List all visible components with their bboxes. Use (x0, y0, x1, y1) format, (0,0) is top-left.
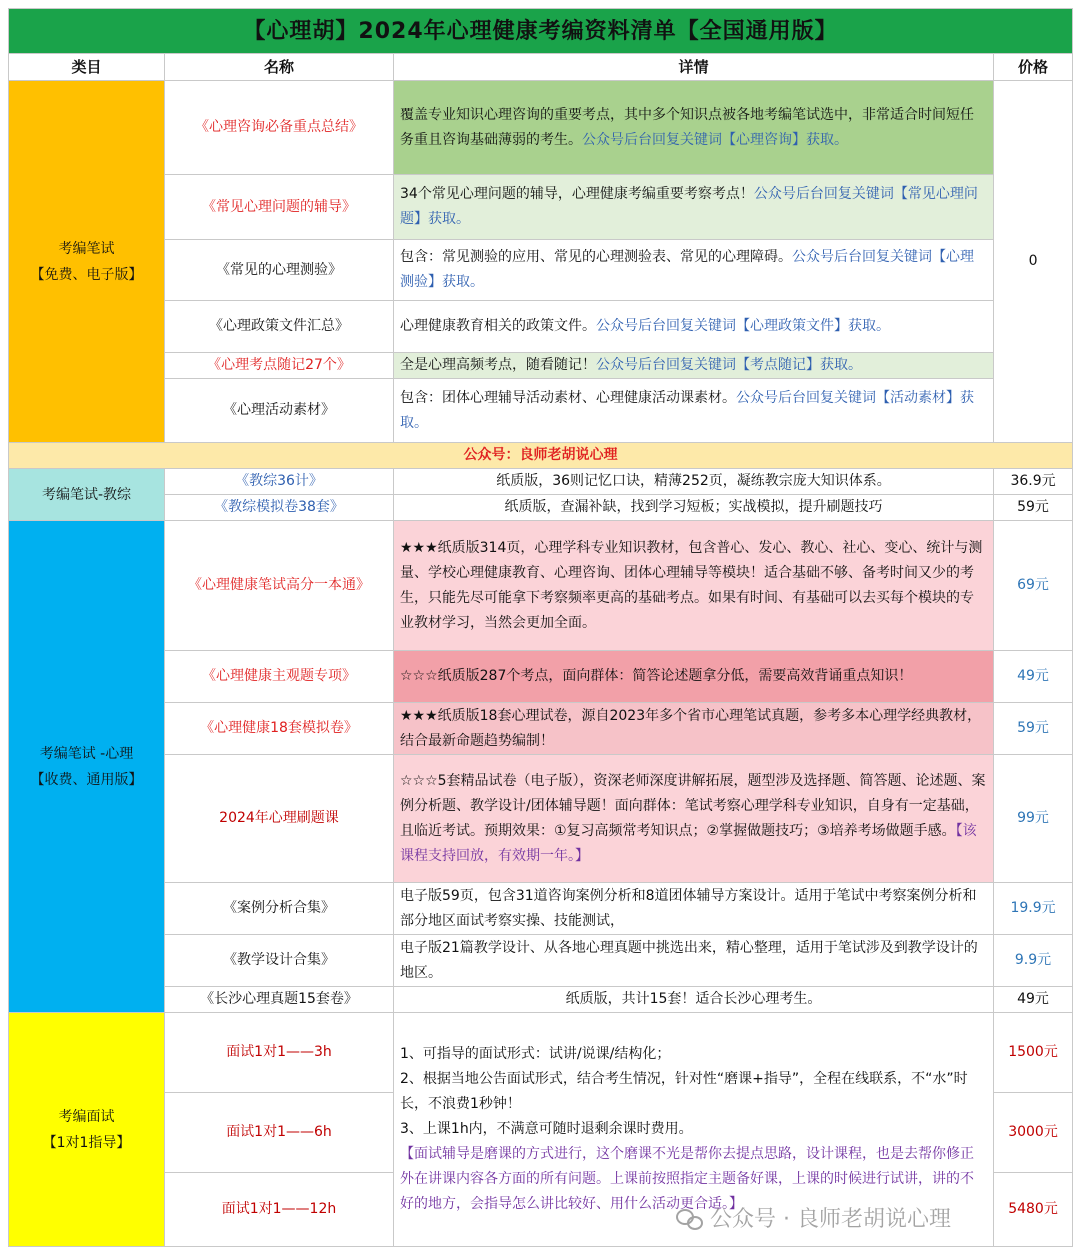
detail-text: 全是心理高频考点，随看随记！ (400, 357, 596, 373)
category-label: 考编笔试 (58, 240, 115, 257)
resource-name[interactable]: 《案例分析合集》 (165, 883, 394, 935)
detail-text: 覆盖专业知识心理咨询的重要考点，其中多个知识点被各地考编笔试选中，非常适合时间短任务重且咨询基础薄弱的考生。 (400, 106, 974, 148)
resource-price: 59元 (994, 495, 1073, 521)
resource-name[interactable]: 面试1对1——12h (165, 1173, 394, 1247)
resource-price: 69元 (994, 521, 1073, 651)
resource-name[interactable]: 《常见的心理测验》 (165, 240, 394, 301)
resource-detail (394, 301, 994, 353)
resource-detail (394, 379, 994, 443)
detail-text: 心理健康教育相关的政策文件。 (400, 318, 596, 334)
resource-detail (394, 755, 994, 883)
resource-price: 99元 (994, 755, 1073, 883)
category-sublabel: 【1对1指导】 (42, 1134, 131, 1151)
resource-name[interactable]: 2024年心理刷题课 (165, 755, 394, 883)
page-title: 【心理胡】2024年心理健康考编资料清单【全国通用版】 (9, 9, 1073, 54)
detail-cta: 【该课程支持回放，有效期一年。】 (400, 822, 977, 864)
resource-price: 9.9元 (994, 935, 1073, 987)
category-paid-psychology (9, 521, 165, 1013)
resource-detail: 纸质版，查漏补缺，找到学习短板；实战模拟，提升刷题技巧 (394, 495, 994, 521)
resource-name[interactable]: 《心理咨询必备重点总结》 (165, 81, 394, 175)
watermark (676, 1202, 951, 1233)
header-price: 价格 (994, 54, 1073, 81)
detail-text: ☆☆☆5套精品试卷（电子版），资深老师深度讲解拓展，题型涉及选择题、简答题、论述题、案例分析题、教学设计/团体辅导题！面向群体：笔试考察心理学科专业知识，自身有一定基础，且临近考试。预期效果：①复习高频常考知识点；②掌握做题技巧；③培养考场做题手感。 (400, 772, 986, 839)
category-label: 考编面试 (58, 1108, 115, 1125)
detail-text: 包含：团体心理辅导活动素材、心理健康活动课素材。 (400, 389, 736, 406)
price-free: 0 (994, 81, 1073, 443)
resource-price: 3000元 (994, 1093, 1073, 1173)
resource-name[interactable]: 《心理健康主观题专项》 (165, 651, 394, 703)
resource-name[interactable]: 《教综模拟卷38套》 (165, 495, 394, 521)
watermark-text: 公众号 · 良师老胡说心理 (710, 1207, 951, 1232)
detail-cta: 公众号后台回复关键词【心理咨询】获取。 (582, 131, 848, 148)
interview-note: 【面试辅导是磨课的方式进行，这个磨课不光是帮你去提点思路，设计课程，也是去帮你修正外在讲课内容各方面的所有问题。上课前按照指定主题备好课，上课的时候进行试讲，讲的不好的地方，会指导怎么讲比较好、用什么活动更合适。】 (400, 1146, 974, 1212)
resource-name[interactable]: 《心理健康笔试高分一本通》 (165, 521, 394, 651)
category-interview (9, 1013, 165, 1247)
resource-detail: ☆☆☆纸质版287个考点，面向群体：简答论述题拿分低，需要高效背诵重点知识！ (394, 651, 994, 703)
category-label: 考编笔试 -心理 (39, 745, 134, 762)
resource-detail (394, 240, 994, 301)
resource-name[interactable]: 《教学设计合集》 (165, 935, 394, 987)
category-exam-general: 考编笔试-教综 (9, 469, 165, 521)
resource-price: 1500元 (994, 1013, 1073, 1093)
resource-name[interactable]: 《心理活动素材》 (165, 379, 394, 443)
detail-text: 包含：常见测验的应用、常见的心理测验表、常见的心理障碍。 (400, 249, 792, 265)
resource-name[interactable]: 《心理健康18套模拟卷》 (165, 703, 394, 755)
header-name: 名称 (165, 54, 394, 81)
resource-price: 19.9元 (994, 883, 1073, 935)
resource-detail: 电子版59页，包含31道咨询案例分析和8道团体辅导方案设计。适用于笔试中考察案例分析和部分地区面试考察实操、技能测试， (394, 883, 994, 935)
interview-point-1: 1、可指导的面试形式：试讲/说课/结构化； (400, 1046, 671, 1062)
official-account-banner: 公众号：良师老胡说心理 (9, 443, 1073, 469)
resource-detail (394, 175, 994, 240)
resource-price: 36.9元 (994, 469, 1073, 495)
resource-name[interactable]: 《常见心理问题的辅导》 (165, 175, 394, 240)
resource-detail: ★★★纸质版314页，心理学科专业知识教材，包含普心、发心、教心、社心、变心、统计与测量、学校心理健康教育、心理咨询、团体心理辅导等模块！适合基础不够、备考时间又少的考生，只能先尽可能拿下考察频率更高的基础考点。如果有时间、有基础可以去买每个模块的专业教材学习，当然会更加全面。 (394, 521, 994, 651)
resource-detail: 纸质版，共计15套！适合长沙心理考生。 (394, 987, 994, 1013)
resource-detail (394, 353, 994, 379)
category-sublabel: 【收费、通用版】 (30, 771, 143, 788)
interview-point-3: 3、上课1h内，不满意可随时退剩余课时费用。 (400, 1121, 693, 1137)
resource-list-table (8, 8, 1073, 1247)
detail-cta: 公众号后台回复关键词【常见心理问题】获取。 (400, 186, 978, 227)
resource-detail (394, 81, 994, 175)
resource-detail: ★★★纸质版18套心理试卷，源自2023年多个省市心理笔试真题，参考多本心理学经典教材，结合最新命题趋势编制！ (394, 703, 994, 755)
resource-detail: 纸质版，36则记忆口诀，精薄252页，凝练教宗庞大知识体系。 (394, 469, 994, 495)
wechat-icon (676, 1207, 702, 1229)
category-sublabel: 【免费、电子版】 (30, 266, 143, 283)
header-detail: 详情 (394, 54, 994, 81)
resource-name[interactable]: 《教综36计》 (165, 469, 394, 495)
resource-price: 49元 (994, 651, 1073, 703)
detail-cta: 公众号后台回复关键词【活动素材】获取。 (400, 389, 974, 431)
header-category: 类目 (9, 54, 165, 81)
detail-cta: 公众号后台回复关键词【考点随记】获取。 (596, 357, 862, 373)
resource-name[interactable]: 《心理政策文件汇总》 (165, 301, 394, 353)
detail-cta: 公众号后台回复关键词【心理政策文件】获取。 (596, 318, 890, 334)
resource-name[interactable]: 《心理考点随记27个》 (165, 353, 394, 379)
detail-cta: 公众号后台回复关键词【心理测验】获取。 (400, 249, 974, 290)
resource-name[interactable]: 《长沙心理真题15套卷》 (165, 987, 394, 1013)
interview-point-2: 2、根据当地公告面试形式，结合考生情况，针对性“磨课+指导”，全程在线联系，不“水”时长，不浪费1秒钟！ (400, 1071, 968, 1112)
detail-text: 34个常见心理问题的辅导，心理健康考编重要考察考点！ (400, 186, 754, 202)
resource-detail: 电子版21篇教学设计、从各地心理真题中挑选出来，精心整理，适用于笔试涉及到教学设计的地区。 (394, 935, 994, 987)
resource-name[interactable]: 面试1对1——6h (165, 1093, 394, 1173)
category-free-written (9, 81, 165, 443)
resource-price: 5480元 (994, 1173, 1073, 1247)
resource-price: 49元 (994, 987, 1073, 1013)
resource-price: 59元 (994, 703, 1073, 755)
resource-name[interactable]: 面试1对1——3h (165, 1013, 394, 1093)
